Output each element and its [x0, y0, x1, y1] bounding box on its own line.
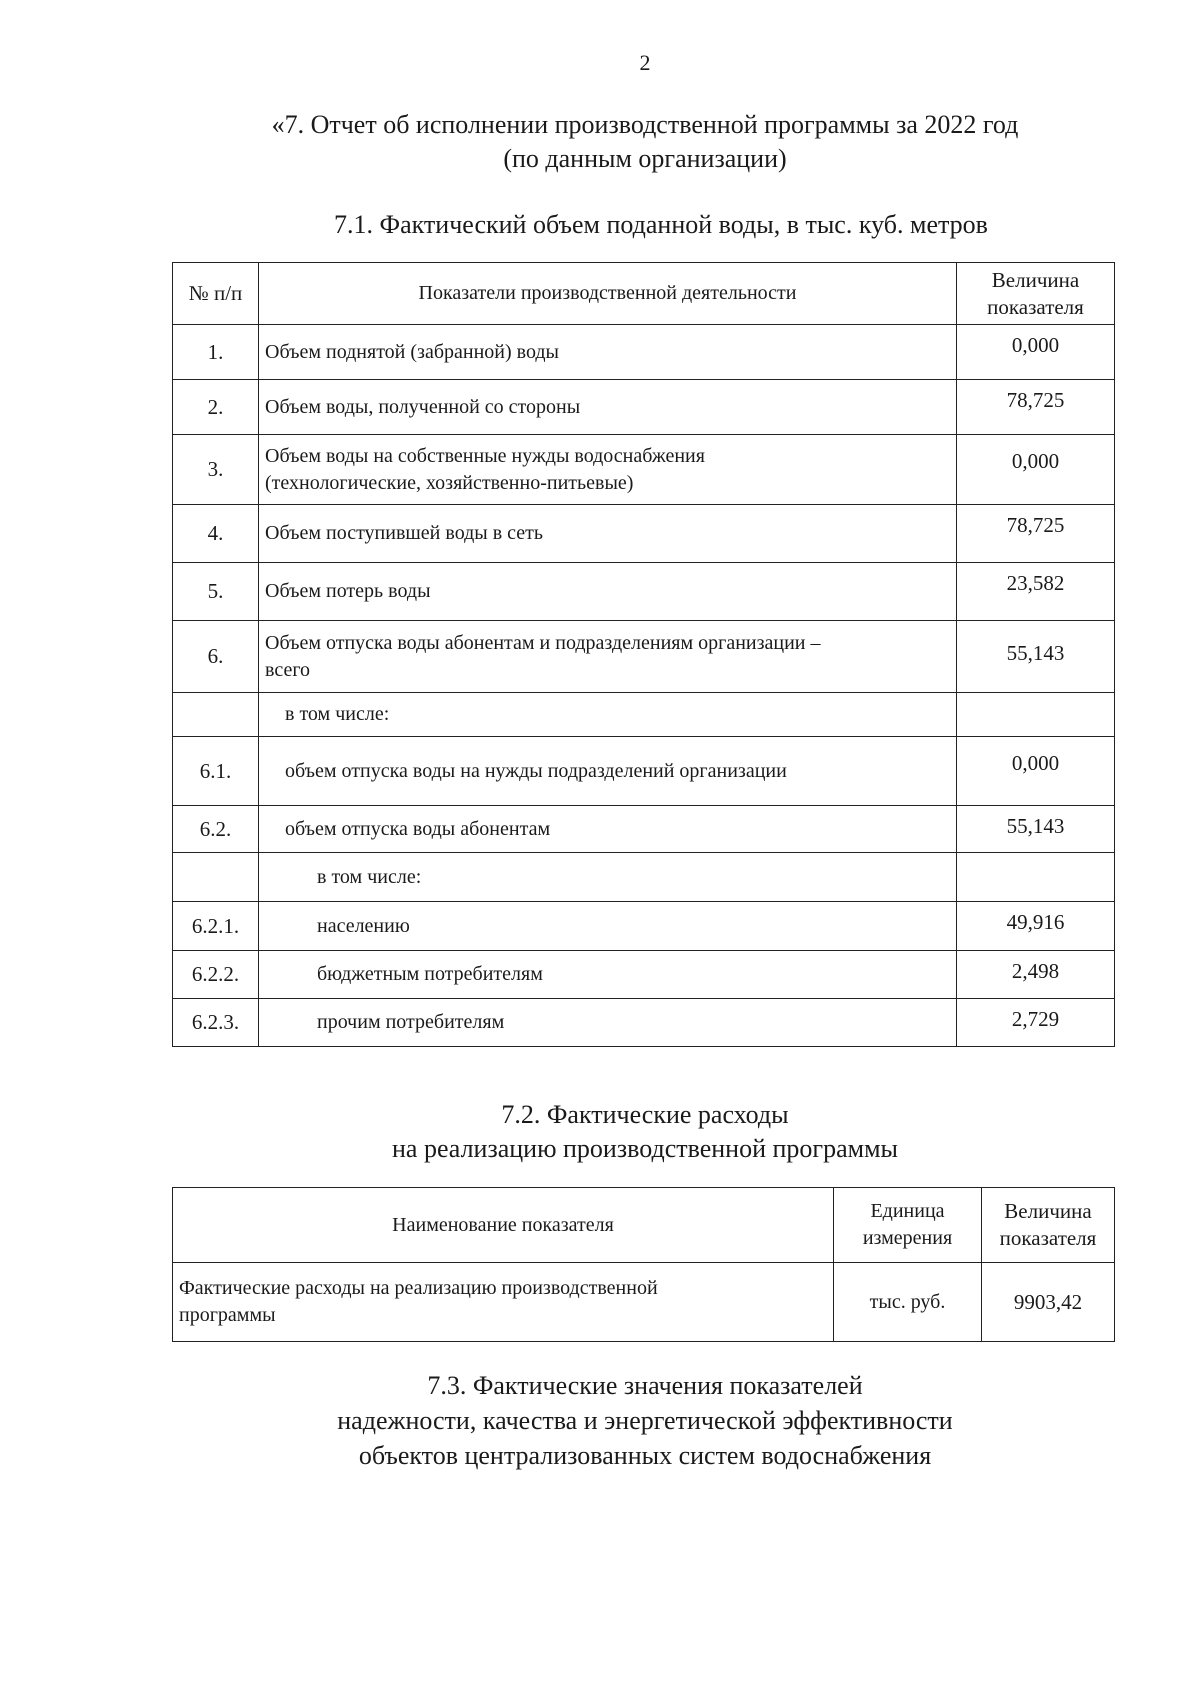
header-value-line-2: показателя: [999, 1226, 1097, 1250]
table-row: [173, 435, 1115, 505]
row-label: населению: [259, 902, 957, 951]
row-label-line-2: всего: [265, 658, 311, 681]
header-value-line-2: показателя: [987, 294, 1084, 319]
row-value: [957, 693, 1115, 737]
row-num: 6.2.3.: [173, 999, 259, 1047]
section-73-title-line-3: объектов централизованных систем водоснабжения: [358, 1441, 932, 1470]
row-label: Объем воды, полученной со стороны: [259, 380, 957, 435]
table-row: [173, 693, 1115, 737]
table-row: [173, 902, 1115, 951]
row-label: прочим потребителям: [259, 999, 957, 1047]
row-label: бюджетным потребителям: [259, 951, 957, 999]
row-label: Объем потерь воды: [259, 563, 957, 621]
expenses-table: [172, 1187, 1115, 1342]
header-indicator: Показатели производственной деятельности: [259, 263, 957, 325]
table-row: [173, 806, 1115, 853]
row-label-line-1: Фактические расходы на реализацию производственной: [179, 1277, 658, 1299]
row-value: 2,729: [957, 999, 1115, 1047]
section-72-title-line-2: на реализацию производственной программы: [391, 1134, 898, 1163]
row-num: 6.2.1.: [173, 902, 259, 951]
row-num: 4.: [173, 505, 259, 563]
heading-line-2: (по данным организации): [503, 144, 787, 173]
header-unit-line-1: Единица: [870, 1200, 945, 1222]
row-value: 23,582: [957, 563, 1115, 621]
row-label: Объем поступившей воды в сеть: [259, 505, 957, 563]
header-unit: [834, 1188, 982, 1263]
row-label: в том числе:: [259, 693, 957, 737]
row-label: в том числе:: [259, 853, 957, 902]
row-value: 55,143: [957, 621, 1115, 693]
heading-line-1: «7. Отчет об исполнении производственной программы за 2022 год: [271, 110, 1019, 139]
row-num: 1.: [173, 325, 259, 380]
section-72-title: [0, 1098, 1200, 1166]
row-value: 55,143: [957, 806, 1115, 853]
table-row: [173, 380, 1115, 435]
row-value: [957, 853, 1115, 902]
page-number: 2: [639, 50, 651, 75]
row-num: [173, 853, 259, 902]
row-label: [173, 1263, 834, 1342]
header-num: № п/п: [173, 263, 259, 325]
header-unit-line-2: измерения: [862, 1227, 953, 1249]
row-label: [259, 435, 957, 505]
row-value: 49,916: [957, 902, 1115, 951]
row-label-line-2: (технологические, хозяйственно-питьевые): [265, 471, 634, 494]
section-73-title: [0, 1368, 1200, 1473]
row-value: 9903,42: [982, 1263, 1115, 1342]
row-num: 6.2.2.: [173, 951, 259, 999]
row-value: 0,000: [957, 325, 1115, 380]
section-72-title-line-1: 7.2. Фактические расходы: [501, 1100, 789, 1129]
section-73-title-line-2: надежности, качества и энергетической эффективности: [337, 1406, 953, 1435]
table-row: [173, 951, 1115, 999]
row-label-line-1: Объем отпуска воды абонентам и подразделениям организации –: [265, 631, 821, 654]
document-heading: [0, 108, 1200, 176]
row-num: 3.: [173, 435, 259, 505]
section-71-title: 7.1. Фактический объем поданной воды, в тыс. куб. метров: [334, 210, 988, 239]
row-value: 78,725: [957, 505, 1115, 563]
row-num: 6.1.: [173, 737, 259, 806]
row-num: 5.: [173, 563, 259, 621]
row-num: [173, 693, 259, 737]
row-label-line-1: Объем воды на собственные нужды водоснабжения: [265, 444, 705, 467]
row-value: 2,498: [957, 951, 1115, 999]
header-value: [982, 1188, 1115, 1263]
table-row: [173, 737, 1115, 806]
header-name: Наименование показателя: [173, 1188, 834, 1263]
table-row: [173, 853, 1115, 902]
table-row: [173, 505, 1115, 563]
row-label-line-2: программы: [179, 1304, 276, 1326]
row-label: [259, 621, 957, 693]
row-num: 6.2.: [173, 806, 259, 853]
section-73-title-line-1: 7.3. Фактические значения показателей: [427, 1371, 863, 1400]
table-header-row: [173, 1188, 1115, 1263]
row-value: 0,000: [957, 435, 1115, 505]
table-row: [173, 563, 1115, 621]
row-num: 2.: [173, 380, 259, 435]
header-value-line-1: Величина: [1004, 1199, 1092, 1223]
table-row: [173, 999, 1115, 1047]
table-header-row: [173, 263, 1115, 325]
water-volume-table: [172, 262, 1115, 1047]
row-label: Объем поднятой (забранной) воды: [259, 325, 957, 380]
header-value: [957, 263, 1115, 325]
table-row: [173, 621, 1115, 693]
row-value: 78,725: [957, 380, 1115, 435]
row-label: объем отпуска воды абонентам: [259, 806, 957, 853]
row-unit: тыс. руб.: [834, 1263, 982, 1342]
header-value-line-1: Величина: [991, 267, 1080, 292]
row-value: 0,000: [957, 737, 1115, 806]
row-num: 6.: [173, 621, 259, 693]
table-row: [173, 1263, 1115, 1342]
row-label: объем отпуска воды на нужды подразделений организации: [259, 737, 957, 806]
table-row: [173, 325, 1115, 380]
